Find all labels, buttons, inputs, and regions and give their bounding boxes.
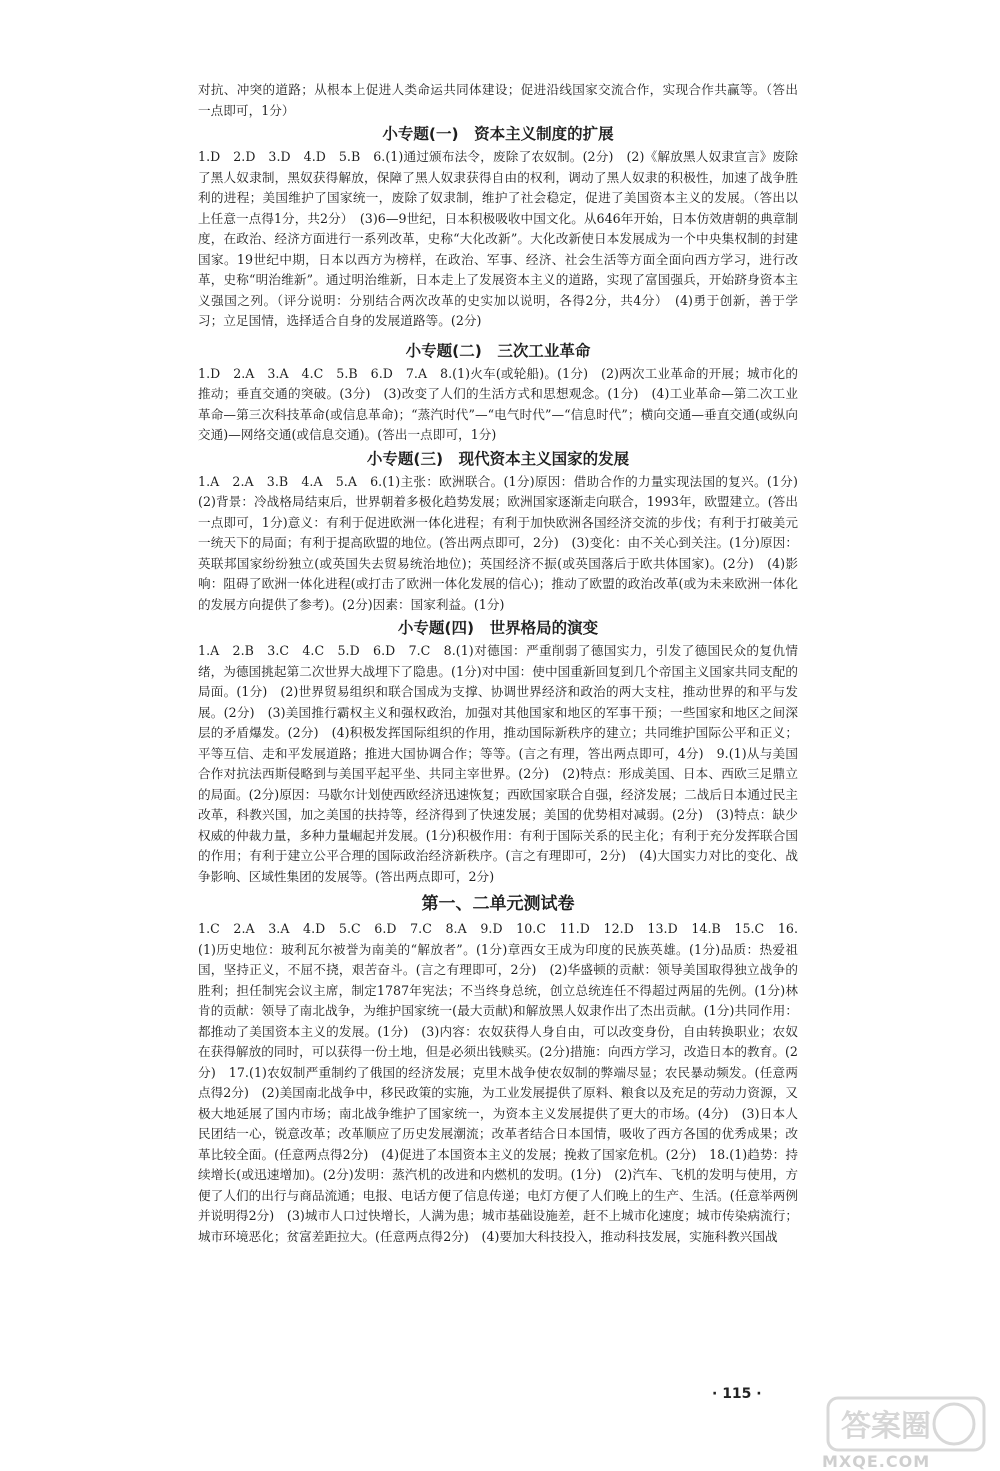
answer-paragraph: 1.C 2.A 3.A 4.D 5.C 6.D 7.C 8.A 9.D 10.C 11.D 12.D 13.D 14.B 15.C 16.(1)历史地位：玻利瓦尔被誉为南美的“解放者”。(1分)章西女王成为印度的民族英雄。(1分)品质：热爱祖国，坚持正义，不屈不挠，艰苦奋斗。(言之有理即可，2分) (2)华盛顿的贡献：领导美国取得独立战争的胜利；担任制宪会议主席，制定1787年宪法；不当终身总统，创立总统连任不得超过两届的先例。(1分)林肯的贡献：领导了南北战争，为维护国家统一(最大贡献)和解放黑人奴隶作出了杰出贡献。(1分)共同作用：都推动了美国资本主义的发展。(1分) (3)内容：农奴获得人身自由，可以改变身份，自由转换职业；农奴在获得解放的同时，可以获得一份土地，但是必须出钱赎买。(2分)措施：向西方学习，改造日本的教育。(2分) 17.(1)农奴制严重制约了俄国的经济发展；克里木战争使农奴制的弊端尽显；农民暴动频发。(任意两点得2分) (2)美国南北战争中，移民政策的实施，为工业发展提供了原料、粮食以及充足的劳动力资源，又极大地延展了国内市场；南北战争维护了国家统一，为资本主义发展提供了更大的市场。(4分) (3)日本人民团结一心，锐意改革；改革顺应了历史发展潮流；改革者结合日本国情，吸收了西方各国的优秀成果；改革比较全面。(任意两点得2分) (4)促进了本国资本主义的发展；挽救了国家危机。(2分) 18.(1)趋势：持续增长(或迅速增加)。(2分)发明：蒸汽机的改进和内燃机的发明。(1分) (2)汽车、飞机的发明与使用，方便了人们的出行与商品流通；电报、电话方便了信息传递；电灯方便了人们晚上的生产、生活。(任意举两例并说明得2分) (3)城市人口过快增长，人满为患；城市基础设施差，赶不上城市化速度；城市传染病流行；城市环境恶化；贫富差距拉大。(任意两点得2分) (4)要加大科技投入，推动科技发展，实施科教兴国战: [198, 921, 798, 1244]
answer-page: [198, 80, 811, 1247]
section-title: 小专题(一) 资本主义制度的扩展: [382, 125, 614, 143]
unit-test-title: 第一、二单元测试卷: [421, 894, 575, 914]
answer-paragraph: 对抗、冲突的道路；从根本上促进人类命运共同体建设；促进沿线国家交流合作，实现合作共赢等。（答出一点即可，1分）: [198, 82, 798, 118]
page-number: · 115 ·: [712, 1386, 762, 1402]
section-title: 小专题(四) 世界格局的演变: [397, 619, 599, 637]
section-title: 小专题(三) 现代资本主义国家的发展: [366, 449, 630, 468]
section-title: 小专题(二) 三次工业革命: [405, 341, 591, 360]
svg-text:答案圈: 答案圈: [841, 1409, 931, 1444]
answer-paragraph: 1.D 2.A 3.A 4.C 5.B 6.D 7.A 8.(1)火车(或轮船)。(1分) (2)两次工业革命的开展；城市化的推动；垂直交通的突破。(3分) (3)改变了人们的生活方式和思想观念。(1分) (4)工业革命—第二次工业革命—第三次科技革命(或信息革命)；“蒸汽时代”—“电气时代”—“信息时代”；横向交通—垂直交通(或纵向交通)—网络交通(或信息交通)。(答出一点即可，1分): [198, 365, 798, 442]
spacer: [198, 332, 798, 338]
watermark-url: MXQE.COM: [822, 1452, 931, 1471]
answer-paragraph: 1.A 2.A 3.B 4.A 5.A 6.(1)主张：欧洲联合。(1分)原因：借助合作的力量实现法国的复兴。(1分) (2)背景：冷战格局结束后，世界朝着多极化趋势发展；欧洲国家逐渐走向联合，1993年，欧盟建立。(答出一点即可，1分)意义：有利于促进欧洲一体化进程；有利于加快欧洲各国经济交流的步伐；有利于打破美元一统天下的局面；有利于提高欧盟的地位。(答出两点即可，2分) (3)变化：由不关心到关注。(1分)原因：英联邦国家纷纷独立(或英国失去贸易统治地位)；英国经济不振(或英国落后于欧共体国家)。(2分) (4)影响：阻碍了欧洲一体化进程(或打击了欧洲一体化发展的信心)；推动了欧盟的政治改革(或为未来欧洲一体化的发展方向提供了参考)。(2分)因素：国家利益。(1分): [198, 473, 811, 612]
answer-paragraph: 1.A 2.B 3.C 4.C 5.D 6.D 7.C 8.(1)对德国：严重削弱了德国实力，引发了德国民众的复仇情绪，为德国挑起第二次世界大战埋下了隐患。(1分)对中国：使中国重新回复到几个帝国主义国家共同支配的局面。(1分) (2)世界贸易组织和联合国成为支撑、协调世界经济和政治的两大支柱，推动世界的和平与发展。(2分) (3)美国推行霸权主义和强权政治，加强对其他国家和地区的军事干预；一些国家和地区之间深层的矛盾爆发。(2分) (4)积极发挥国际组织的作用，推动国际新秩序的建立；共同维护国际公平和正义；平等互信、走和平发展道路；推进大国协调合作；等等。(言之有理，答出两点即可，4分) 9.(1)从与美国合作对抗法西斯侵略到与美国平起平坐、共同主宰世界。(2分) (2)特点：形成美国、日本、西欧三足鼎立的局面。(2分)原因：马歇尔计划使西欧经济迅速恢复；西欧国家联合自强，经济发展；二战后日本通过民主改革，科教兴国，加之美国的扶持等，经济得到了快速发展；美国的优势相对减弱。(2分) (3)特点：缺少权威的仲裁力量，多种力量崛起并发展。(1分)积极作用：有利于国际关系的民主化；有利于充分发挥联合国的作用；有利于建立公平合理的国际政治经济新秩序。(言之有理即可，2分) (4)大国实力对比的变化、战争影响、区域性集团的发展等。(答出两点即可，2分): [198, 643, 798, 884]
answer-paragraph: 1.D 2.D 3.D 4.D 5.B 6.(1)通过颁布法令，废除了农奴制。(2分) (2)《解放黑人奴隶宣言》废除了黑人奴隶制，黑奴获得解放，保障了黑人奴隶获得自由的权利，调动了黑人奴隶的积极性，加速了战争胜利的进程；美国维护了国家统一，废除了奴隶制，维护了社会稳定，促进了美国资本主义的发展。（答出以上任意一点得1分，共2分） (3)6—9世纪，日本积极吸收中国文化。从646年开始，日本仿效唐朝的典章制度，在政治、经济方面进行一系列改革，史称“大化改新”。大化改新使日本发展成为一个中央集权制的封建国家。19世纪中期，日本以西方为榜样，在政治、军事、经济、社会生活等方面全面向西方学习，进行改革，史称“明治维新”。通过明治维新，日本走上了发展资本主义的道路，实现了富国强兵，开始跻身资本主义强国之列。（评分说明：分别结合两次改革的史实加以说明，各得2分，共4分） (4)勇于创新，善于学习；立足国情，选择适合自身的发展道路等。(2分): [198, 149, 798, 328]
